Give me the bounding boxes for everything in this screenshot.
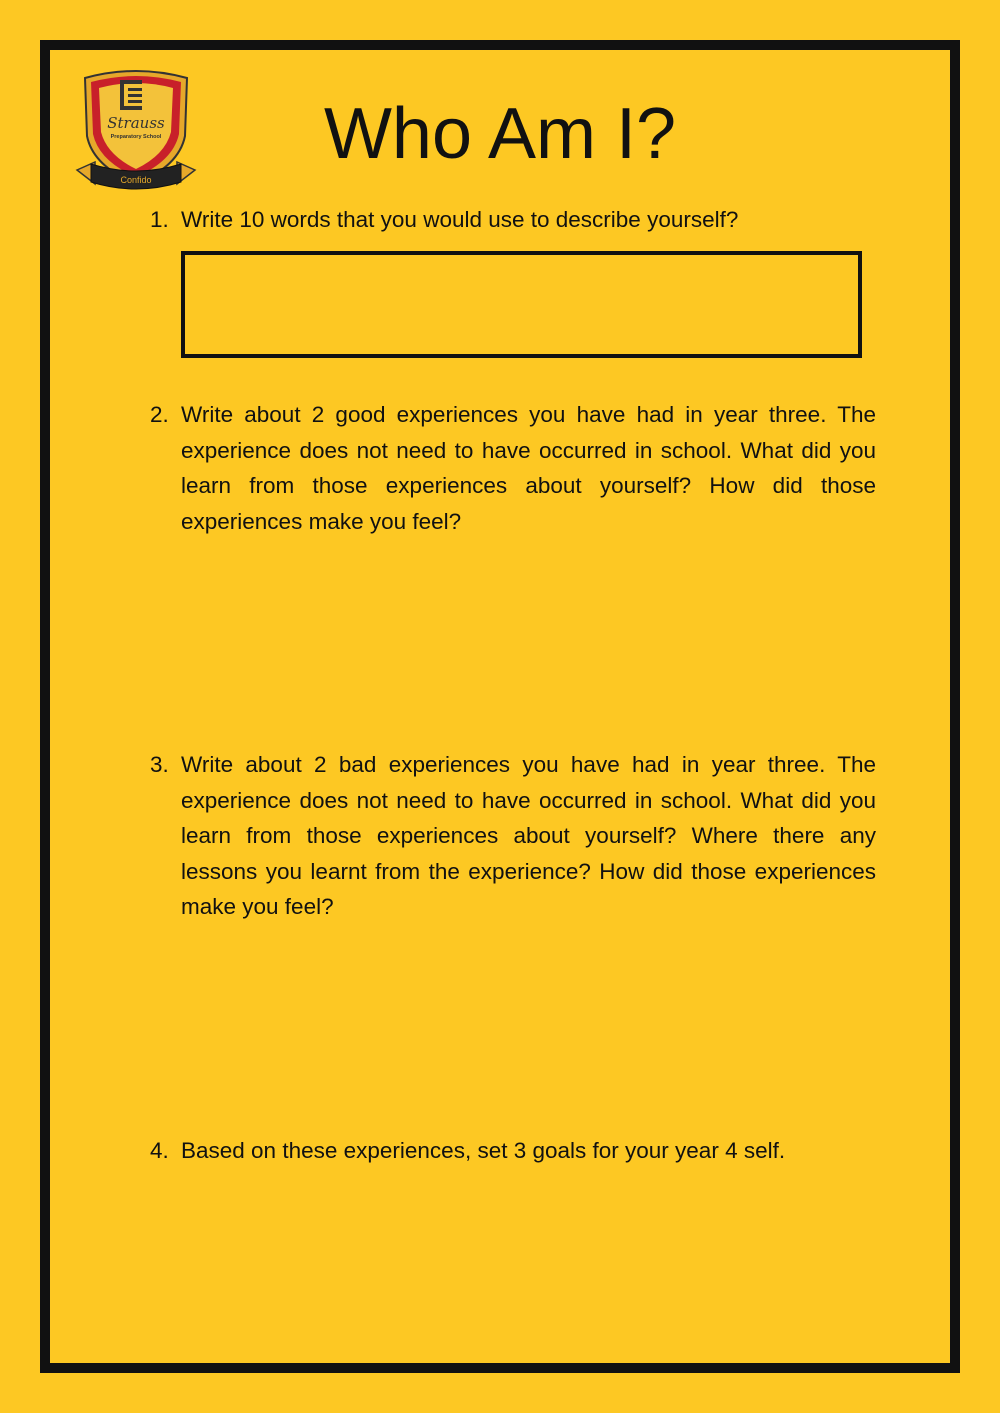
question-1	[150, 202, 876, 238]
question-number: 1.	[150, 207, 169, 232]
page-border	[40, 40, 960, 1373]
question-2	[150, 397, 876, 539]
question-3	[150, 747, 876, 925]
question-text: Write about 2 good experiences you have had in year three. The experience does not need to have occurred in school. What did you learn from those experiences about yourself? How did those experiences make you feel?	[181, 402, 876, 534]
question-number: 4.	[150, 1138, 169, 1163]
answer-box[interactable]	[181, 251, 862, 358]
question-text: Based on these experiences, set 3 goals for your year 4 self.	[181, 1138, 786, 1163]
page-title: Who Am I?	[323, 94, 677, 174]
question-text: Write about 2 bad experiences you have had in year three. The experience does not need to have occurred in school. What did you learn from those experiences about yourself? Where there any lessons you learnt from the experience? How did those experiences make you feel?	[181, 752, 876, 919]
svg-text:Preparatory School: Preparatory School	[110, 134, 162, 140]
question-text: Write 10 words that you would use to describe yourself?	[181, 207, 739, 232]
question-number: 3.	[150, 752, 169, 777]
question-4	[150, 1133, 876, 1169]
svg-text:Confido: Confido	[120, 175, 152, 185]
svg-text:Strauss: Strauss	[107, 114, 165, 132]
question-number: 2.	[150, 402, 169, 427]
